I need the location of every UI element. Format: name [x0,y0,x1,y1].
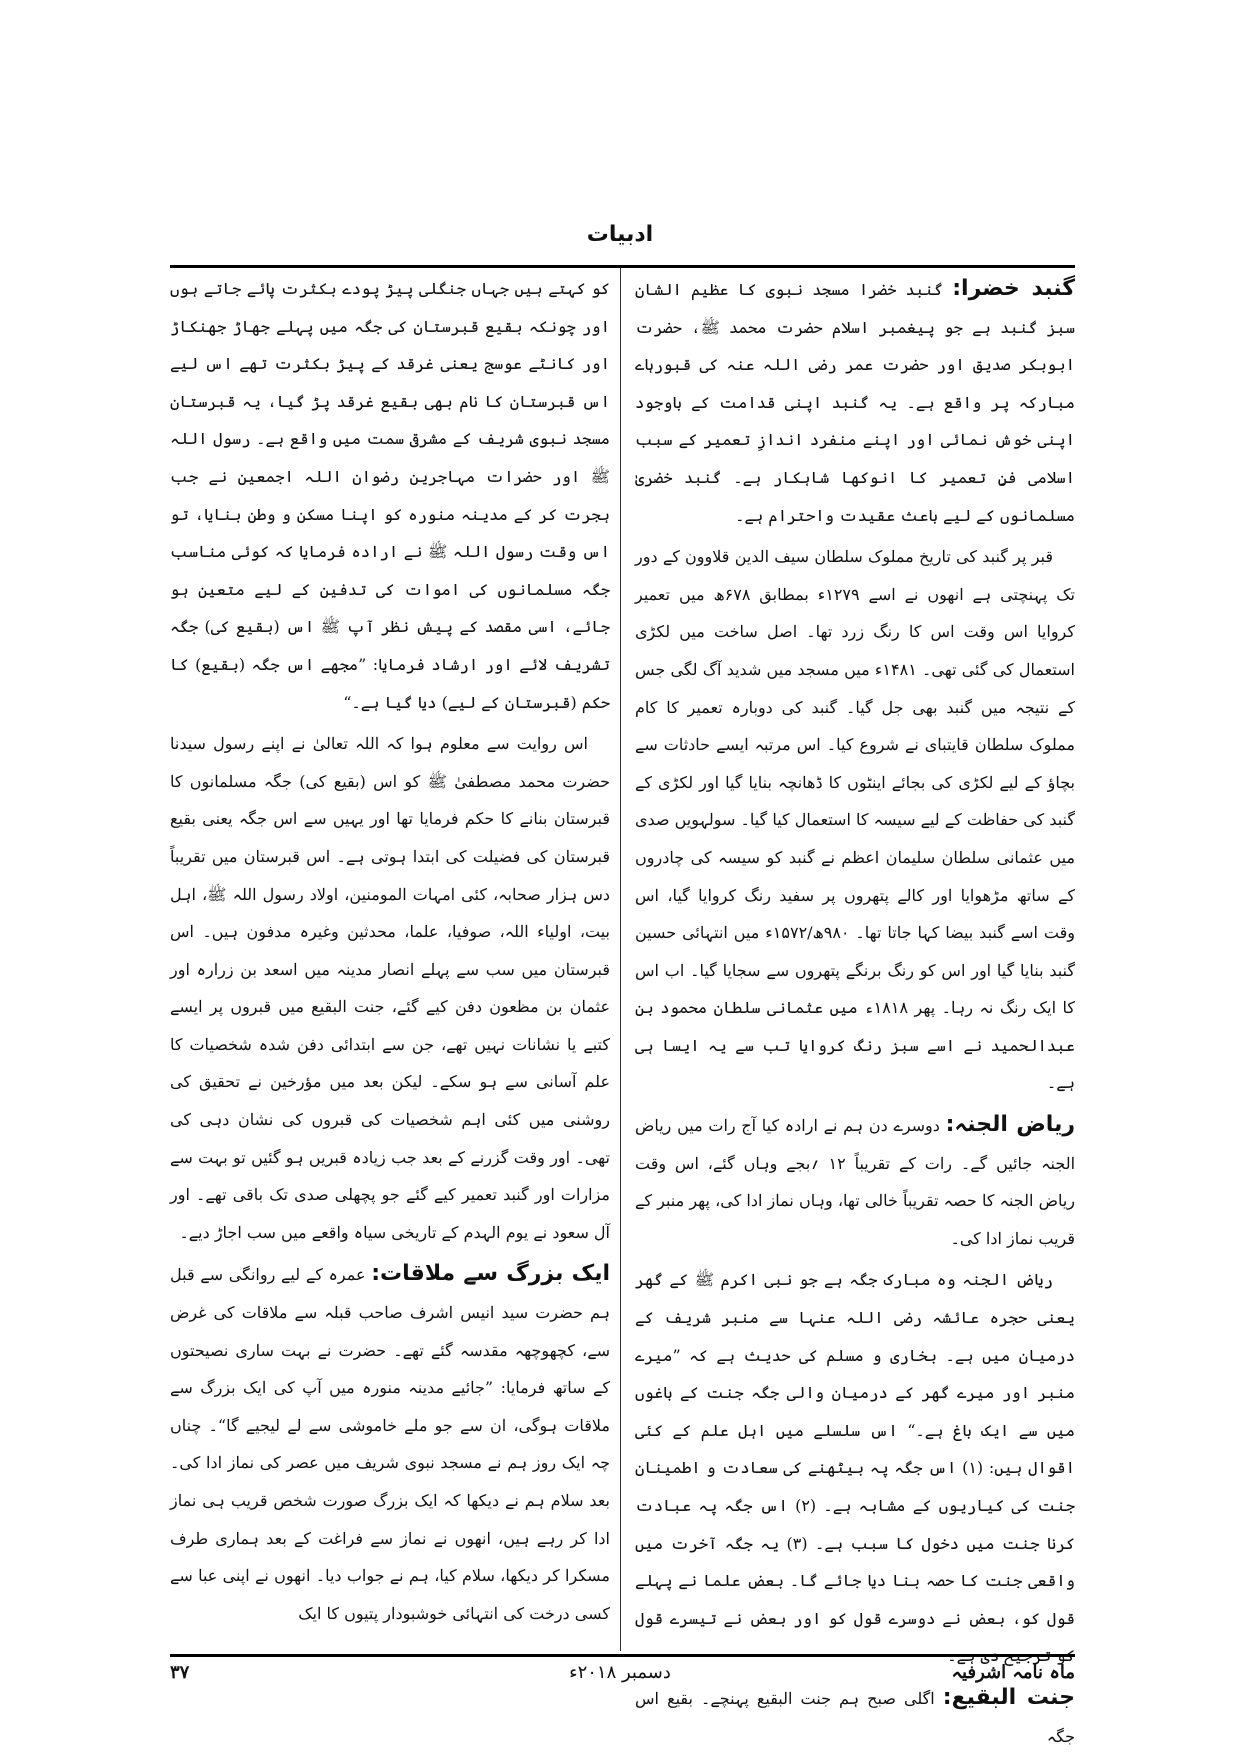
paragraph-gumbad-khazra [635,270,1075,534]
paragraph-baqi-virtue [170,725,610,1251]
paragraph-baqi-meaning [170,270,610,721]
footer-rule [170,1654,1075,1657]
heading-riyaz-ul-jannah: ریاض الجنہ: [945,1112,1075,1138]
heading-buzurg-mulaqat: ایک بزرگ سے ملاقات: [371,1261,610,1287]
section-title: ادبیات [586,222,654,247]
page-number: ۳۷ [170,1662,190,1683]
paragraph-text: ریاض الجنہ وہ مبارک جگہ ہے جو نبی اکرم ﷺ کے گھر یعنی حجرہ عائشہ رضی اللہ عنہا سے منبر شریف کے درمیان میں ہے۔ بخاری و مسلم کی حدیث ہے کہ ”میرے منبر اور میرے گھر کے درمیان والی جگہ جنت کے باغوں میں سے ایک باغ ہے۔“ اس سلسلے میں اہل علم کے کئی اقوال ہیں: (۱) اس جگہ پہ بیٹھنے کی سعادت و اطمینان جنت کی کیاریوں کے مشابہ ہے۔ (۲) اس جگہ پہ عبادت کرنا جنت میں دخول کا سبب ہے۔ (۳) یہ جگہ آخرت میں واقعی جنت کا حصہ بنا دیا جائے گا۔ بعض علما نے پہلے قول کو، بعض نے دوسرے قول کو اور بعض نے تیسرے قول کو ترجیح دی ہے۔ [635,1270,1076,1666]
paragraph-text: کو کہتے ہیں جہاں جنگلی پیڑ پودے بکثرت پائے جاتے ہوں اور چونکہ بقیع قبرستان کی جگہ میں پہلے جھاڑ جھنکاڑ اور کانٹے عوسج یعنی غرقد کے پیڑ بکثرت تھے اس لیے اس قبرستان کا نام بھی بقیع غرقد پڑ گیا، یہ قبرستان مسجد نبوی شریف کے مشرقی سمت میں واقع ہے۔ رسول اللہ ﷺ اور حضرات مہاجرین رضوان اللہ اجمعین نے جب ہجرت کر کے مدینہ منورہ کو اپنا مسکن و وطن بنایا، تو اس وقت رسول اللہ ﷺ نے ارادہ فرمایا کہ کوئی مناسب جگہ مسلمانوں کی اموات کی تدفین کے لیے متعین ہو جائے، اسی مقصد کے پیش نظر آپ ﷺ اس (بقیع کی) جگہ تشریف لائے اور ارشاد فرمایا: ”مجھے اس جگہ (بقیع) کا حکم (قبرستان کے لیے) دیا گیا ہے۔“ [170,279,610,712]
paragraph-text: دوسرے دن ہم نے ارادہ کیا آج رات میں ریاض الجنہ جائیں گے۔ رات کے تقریباً ۱۲ ؍بجے وہاں گئے، اس وقت ریاض الجنہ کا حصہ تقریباً خالی تھا، وہاں نماز ادا کی، پھر منبر کے قریب نماز ادا کی۔ [635,1116,1076,1248]
paragraph-riyaz-ul-jannah [635,1106,1075,1257]
paragraph-text: گنبد خضرا مسجد نبوی کا عظیم الشان سبز گنبد ہے جو پیغمبر اسلام حضرت محمد ﷺ، حضرت ابوبکر صدیق اور حضرت عمر رضی اللہ عنہ کی قبورہاے مبارکہ پر واقع ہے۔ یہ گنبد اپنی قدامت کے باوجود اپنی خوش نمائی اور اپنے منفرد اندازِ تعمیر کے سبب اسلامی فنِ تعمیر کا انوکھا شاہکار ہے۔ گنبد خضریٰ مسلمانوں کے لیے باعث عقیدت واحترام ہے۔ [635,280,1075,525]
header-rule [170,265,1075,268]
paragraph-text: اس روایت سے معلوم ہوا کہ اللہ تعالیٰ نے اپنے رسول سیدنا حضرت محمد مصطفیٰ ﷺ کو اس (بقیع کی) جگہ مسلمانوں کا قبرستان بنانے کا حکم فرمایا تھا اور یہیں سے اس جگہ یعنی بقیع قبرستان کی فضیلت کی ابتدا ہوتی ہے۔ اس قبرستان میں تقریباً دس ہزار صحابہ، کئی امہات المومنین، اولاد رسول اللہ ﷺ، اہل بیت، اولیاء اللہ، صوفیا، علما، محدثین وغیرہ مدفون ہیں۔ اس قبرستان میں سب سے پہلے انصار مدینہ میں اسعد بن زرارہ اور عثمان بن مظعون دفن کیے گئے، جنت البقیع میں قبروں پر ایسے کتبے یا نشانات نہیں تھے، جن سے ابتدائی دفن شدہ شخصیات کا علم آسانی سے ہو سکے۔ لیکن بعد میں مؤرخین نے تحقیق کی روشنی میں کئی اہم شخصیات کی قبروں کی نشان دہی کی تھی۔ اور وقت گزرنے کے بعد جب زیادہ قبریں ہو گئیں تو بہت سے مزارات اور گنبد تعمیر کیے گئے جو پچھلی صدی تک باقی تھے۔ اور آل سعود نے یوم الہدم کے تاریخی سیاہ واقعے میں سب اجاڑ دیے۔ [170,734,611,1242]
paragraph-buzurg-mulaqat [170,1255,610,1632]
left-column [170,270,610,1648]
heading-gumbad-khazra: گنبد خضرا: [952,276,1075,301]
issue-date: دسمبر ۲۰۱۸ء [569,1662,671,1683]
paragraph-riyaz-description [635,1261,1075,1675]
paragraph-text: اگلی صبح ہم جنت البقیع پہنچے۔ بقیع اس جگہ [635,1688,1075,1746]
column-divider [620,268,621,1651]
heading-jannat-ul-baqi: جنت البقیع: [942,1684,1075,1710]
magazine-name: ماہ نامہ اشرفیہ [951,1662,1075,1683]
paragraph-dome-history [635,538,1075,1102]
paragraph-text: قبر پر گنبد کی تاریخ مملوک سلطان سیف الدین قلاوون کے دور تک پہنچتی ہے انھوں نے اسے ۱۲۷۹ء بمطابق ۶۷۸ھ میں تعمیر کروایا اس وقت اس کا رنگ زرد تھا۔ اصل ساخت میں لکڑی استعمال کی گئی تھی۔ ۱۴۸۱ء میں مسجد میں شدید آگ لگی جس کے نتیجہ میں گنبد بھی جل گیا۔ گنبد کی دوبارہ تعمیر کا کام مملوک سلطان قایتبای نے شروع کیا۔ اس مرتبہ ایسے حادثات سے بچاؤ کے لیے لکڑی کی بجائے اینٹوں کا ڈھانچہ بنایا گیا اور لکڑی کے گنبد کی حفاظت کے لیے سیسہ کا استعمال کیا گیا۔ سولہویں صدی میں عثمانی سلطان سلیمان اعظم نے گنبد کو سیسہ کی چادروں کے ساتھ مڑھوایا اور کالے پتھروں پر سفید رنگ کروایا گیا، اس وقت اسے گنبد بیضا کہا جاتا تھا۔ ۹۸۰ھ/۱۵۷۲ء میں انتہائی حسین گنبد بنایا گیا اور اس کو رنگ برنگے پتھروں سے سجایا گیا۔ اب اس کا ایک رنگ نہ رہا۔ پھر ۱۸۱۸ء میں عثمانی سلطان محمود بن عبدالحمید نے اسے سبز رنگ کروایا تب سے یہ ایسا ہی ہے۔ [635,547,1076,1093]
paragraph-text: عمرہ کے لیے روانگی سے قبل ہم حضرت سید انیس اشرف صاحب قبلہ سے ملاقات کی غرض سے، کچھوچھہ مقدسہ گئے تھے۔ حضرت نے بہت ساری نصیحتوں کے ساتھ فرمایا: ”جائیے مدینہ منورہ میں آپ کی ایک بزرگ سے ملاقات ہوگی، ان سے جو ملے خاموشی سے لے لیجیے گا“۔ چناں چہ ایک روز ہم نے مسجد نبوی شریف میں عصر کی نماز ادا کی۔ بعد سلام ہم نے دیکھا کہ ایک بزرگ صورت شخص قریب ہی نماز ادا کر رہے ہیں، انھوں نے نماز سے فراغت کے بعد ہماری طرف مسکرا کر دیکھا، سلام کیا، ہم نے جواب دیا۔ انھوں نے اپنی عبا سے کسی درخت کی انتہائی خوشبودار پتیوں کا ایک [170,1265,610,1623]
